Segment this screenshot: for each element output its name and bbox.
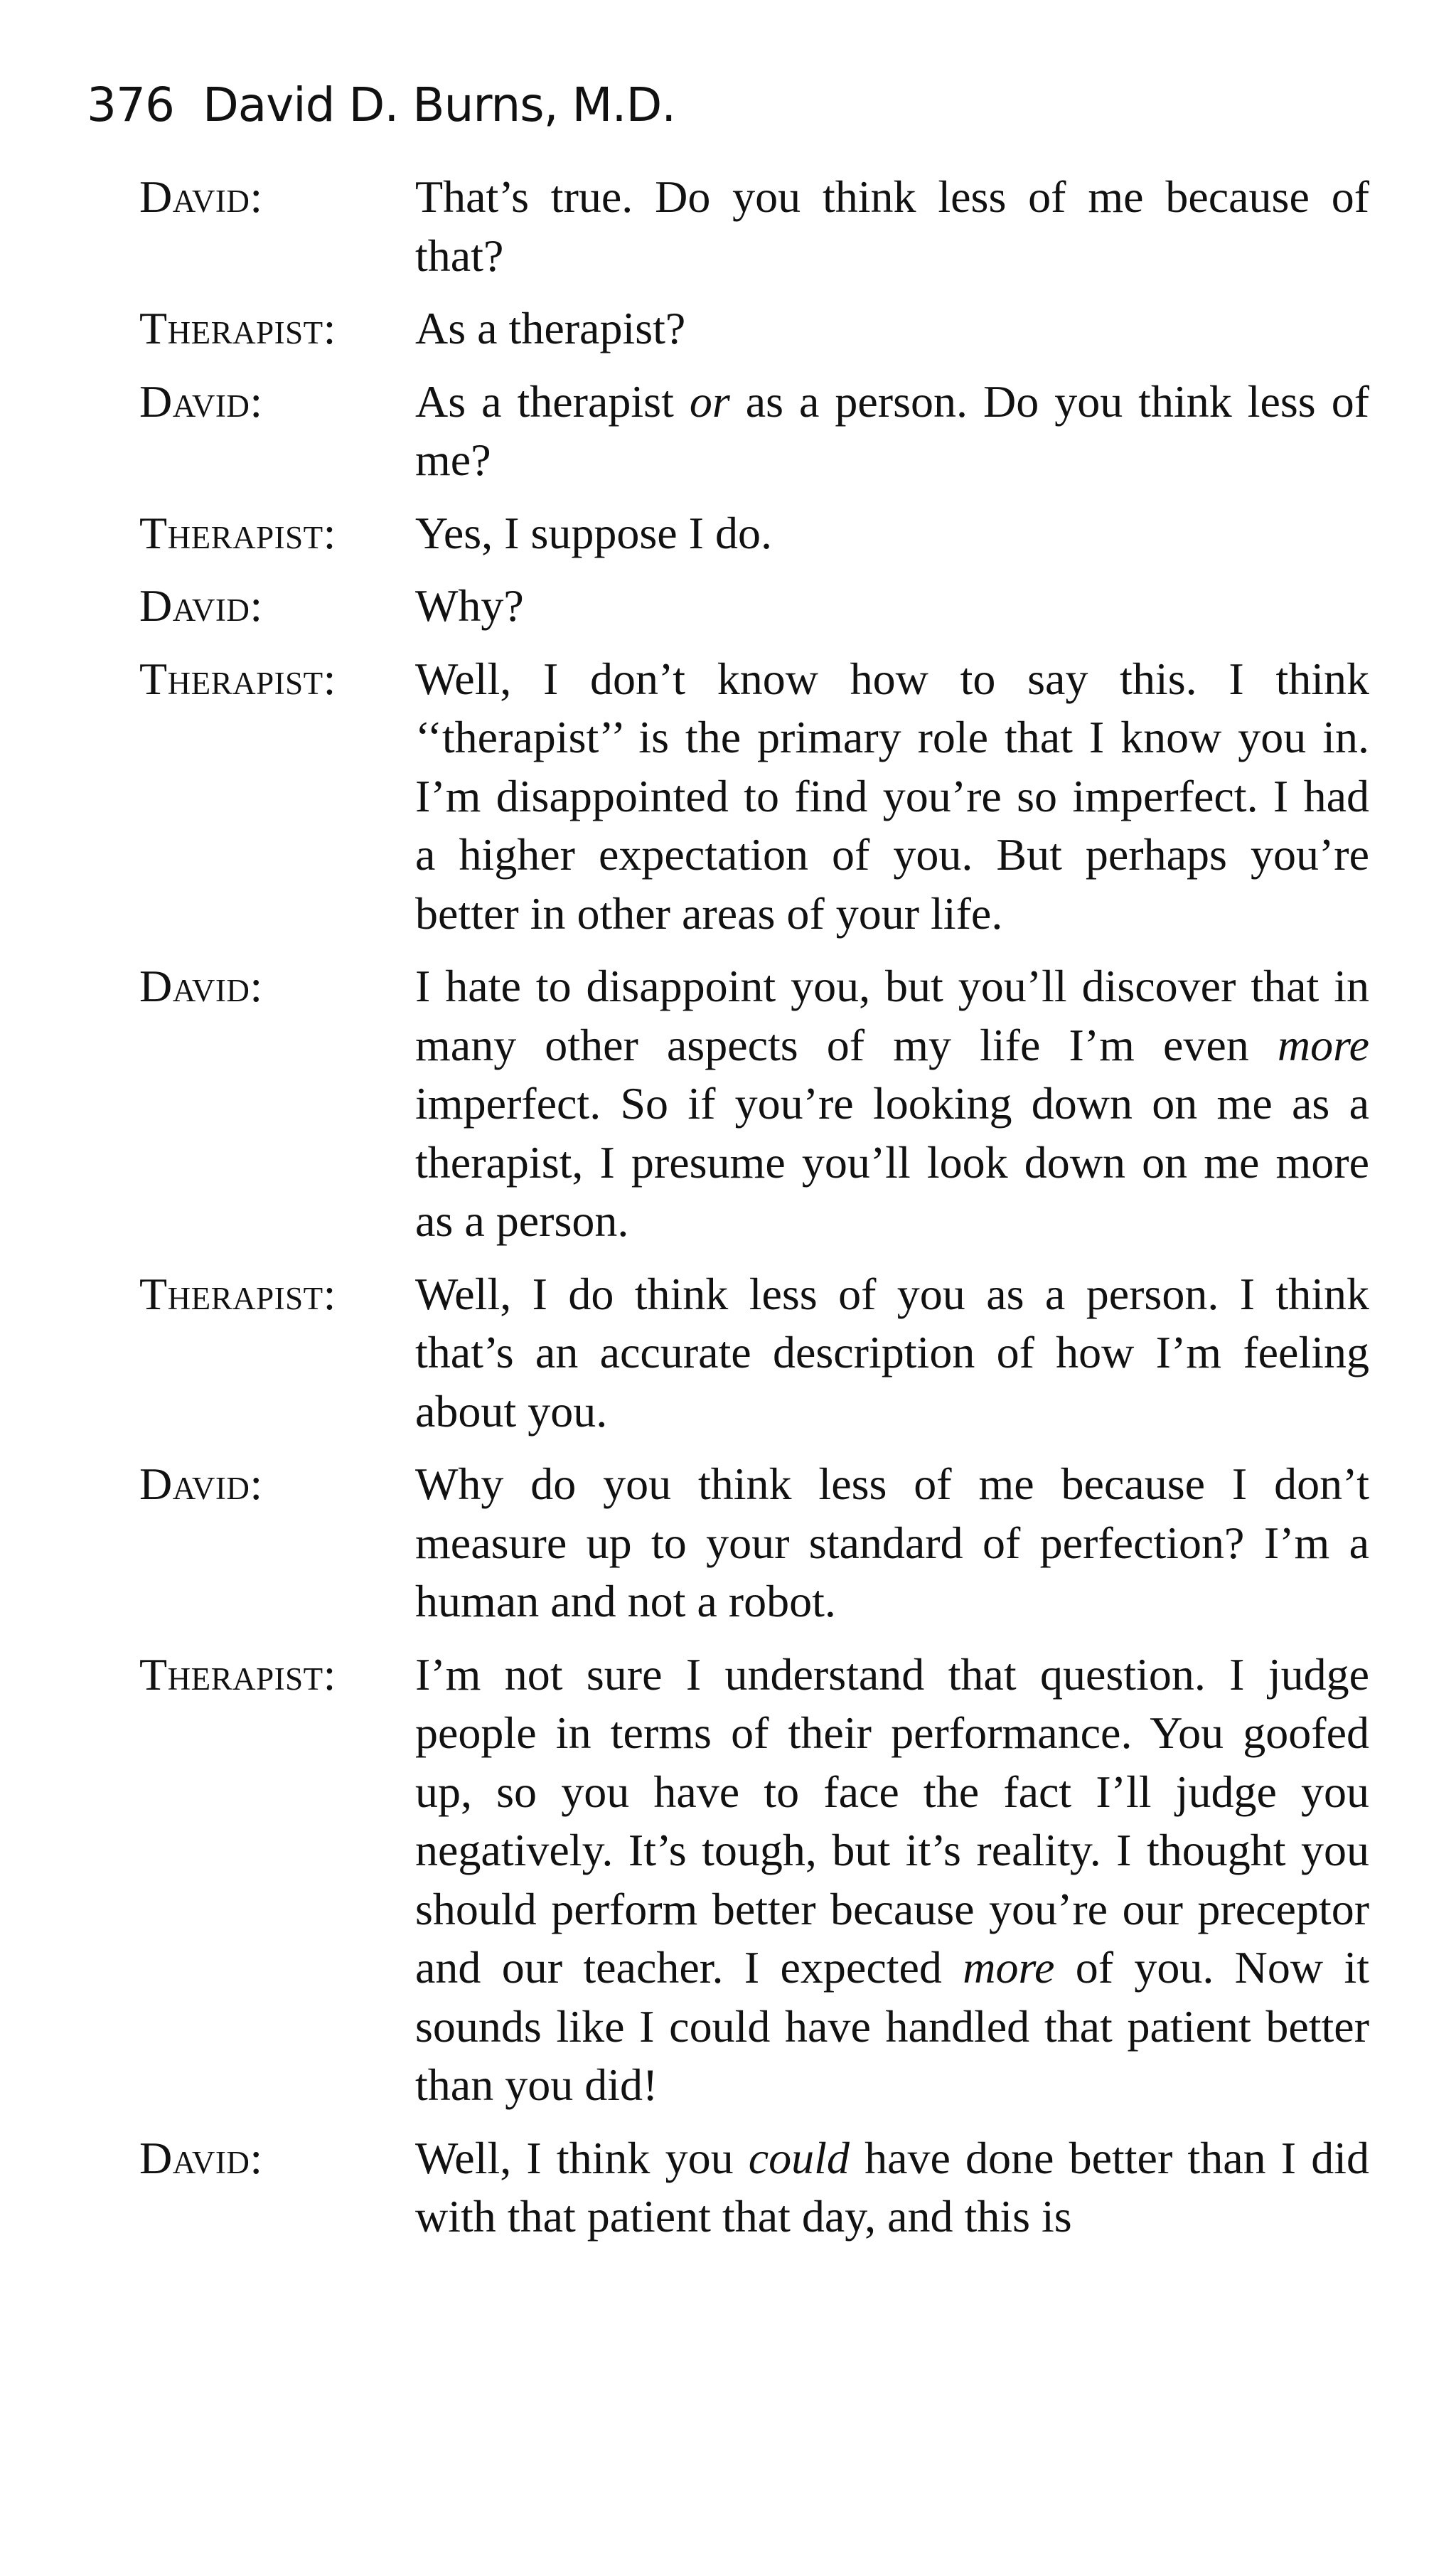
dialogue-turn — [139, 577, 1369, 636]
speaker-label: David: — [139, 2132, 263, 2183]
dialogue-turn — [139, 957, 1369, 1251]
page-number: 376 — [87, 78, 174, 132]
speech-text: Why do you think less of me because I don’t measure up to your standard of perfection? I’m a human and not a robot. — [415, 1459, 1369, 1626]
speaker-label: Therapist: — [139, 1268, 336, 1319]
speech-text: Well, I do think less of you as a person. I think that’s an accurate description of how I’m feeling about you. — [415, 1268, 1369, 1437]
speaker-label: Therapist: — [139, 303, 336, 353]
speaker-label: Therapist: — [139, 653, 336, 704]
dialogue-turn — [139, 1646, 1369, 2115]
dialogue-turn — [139, 168, 1369, 285]
speaker-label: David: — [139, 580, 263, 631]
speech-text: I hate to disappoint you, but you’ll discover that in many other aspects of my life I’m even more imperfect. So if you’re looking down on me as a therapist, I presume you’ll look down on me more as a person. — [415, 961, 1369, 1246]
dialogue-transcript — [139, 168, 1369, 2261]
speech-text: Well, I think you could have done better than I did with that patient that day, and this is — [415, 2132, 1370, 2242]
dialogue-turn — [139, 1265, 1369, 1441]
speaker-label: David: — [139, 1459, 263, 1509]
speech-text: Yes, I suppose I do. — [415, 507, 772, 558]
speech-text: Well, I don’t know how to say this. I think ‘‘therapist’’ is the primary role that I know you in. I’m disappointed to find you’re so imperfect. I had a higher expectation of you. But perhaps you’re better in other areas of your life. — [415, 653, 1369, 939]
speaker-label: David: — [139, 961, 263, 1011]
dialogue-turn — [139, 504, 1369, 563]
speaker-label: David: — [139, 171, 263, 222]
speech-text: As a therapist or as a person. Do you think less of me? — [415, 375, 1370, 485]
speech-text: I’m not sure I understand that question. I judge people in terms of their performance. You goofed up, so you have to face the fact I’ll judge you negatively. It’s tough, but it’s reality. I thought you should perform better because you’re our preceptor and our teacher. I expected more of you. Now it sounds like I could have handled that patient better than you did! — [415, 1648, 1370, 2110]
dialogue-turn — [139, 1455, 1369, 1631]
running-head-author: David D. Burns, M.D. — [202, 78, 676, 132]
running-head — [87, 77, 675, 134]
speech-text: Why? — [415, 580, 524, 631]
speaker-label: Therapist: — [139, 507, 336, 558]
speaker-label: David: — [139, 375, 263, 427]
dialogue-turn — [139, 299, 1369, 358]
speech-text: That’s true. Do you think less of me because of that? — [415, 171, 1369, 281]
dialogue-turn — [139, 373, 1369, 490]
speaker-label: Therapist: — [139, 1648, 336, 1700]
dialogue-turn — [139, 2129, 1369, 2246]
speech-text: As a therapist? — [415, 303, 686, 353]
dialogue-turn — [139, 650, 1369, 944]
